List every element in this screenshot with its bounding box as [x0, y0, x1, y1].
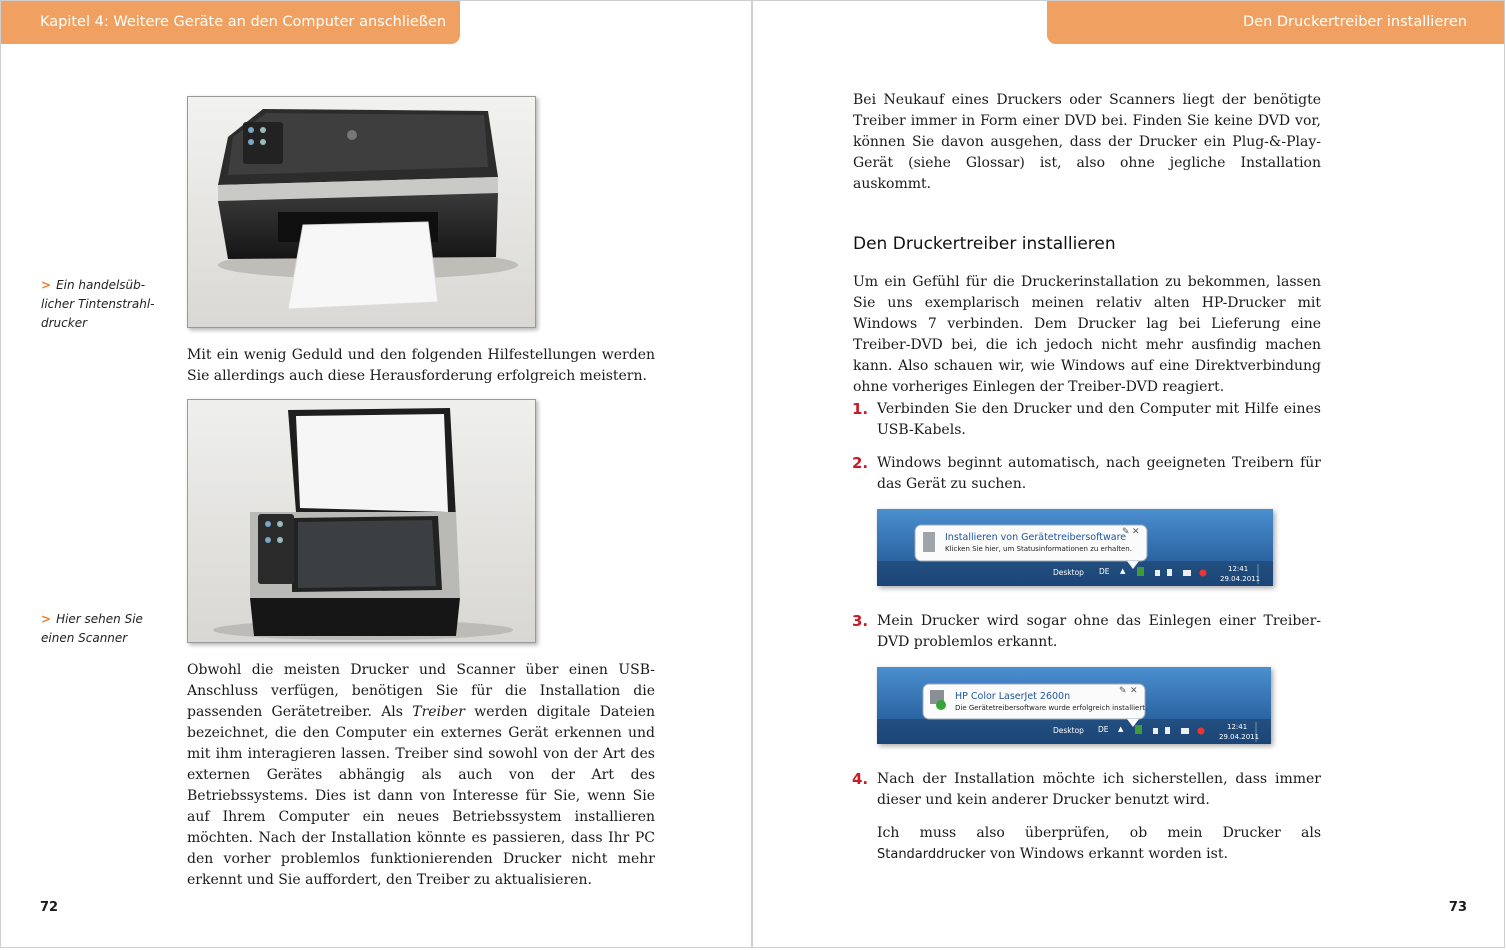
step-number: 3. [852, 612, 869, 630]
taskbar-clock-date[interactable]: 29.04.2011 [1219, 733, 1260, 741]
caption-inkjet-printer: > Ein handelsüb- licher Tintenstrahl- drucker [41, 278, 155, 330]
caption-arrow-icon: > [41, 612, 52, 626]
taskbar-clock-date[interactable]: 29.04.2011 [1220, 575, 1261, 583]
step-text: Windows beginnt automatisch, nach geeigneten Treibern für das Gerät zu suchen. [877, 455, 1321, 492]
caption-arrow-icon: > [41, 278, 52, 292]
left-page [0, 0, 752, 948]
caption-scanner: > Hier sehen Sie einen Scanner [41, 612, 143, 645]
section-header: Den Druckertreiber installieren [1047, 1, 1504, 44]
section-heading: Den Druckertreiber installieren [853, 234, 1116, 254]
page-number-right: 73 [1448, 900, 1467, 915]
step-number: 1. [852, 400, 869, 418]
taskbar-desktop[interactable]: Desktop [1053, 726, 1084, 735]
taskbar-desktop[interactable]: Desktop [1053, 568, 1084, 577]
standard-printer-term: Standarddrucker [877, 847, 986, 862]
step-text: Nach der Installation möchte ich sicherstellen, dass immer dieser und kein anderer Drucker benutzt wird. [877, 771, 1321, 808]
taskbar-clock-time[interactable]: 12:41 [1227, 723, 1248, 731]
paragraph-drivers: Obwohl die meisten Drucker und Scanner über einen USB-Anschluss verfügen, benötigen Sie für die Installation die passenden Gerätetreiber. Als Treiber werden digitale Dateien bezeichnet, die den Computer ein externes Gerät erkennen und mit ihm interagieren lassen. Treiber sind sowohl von der Art des externen Gerätes abhängig als auch von der Art des Betriebssystems. Dies ist dann von Interesse für Sie, wenn Sie auf Ihrem Computer ein neues Betriebssystem installieren möchten. Nach der Installation könnte es passieren, dass Ihr PC den vorher problemlos funktionierenden Drucker nicht mehr erkennt und Sie auffordert, den Treiber zu aktualisieren. [187, 662, 655, 888]
balloon-title: Installieren von Gerätetreibersoftware [945, 532, 1127, 543]
paragraph-patience: Mit ein wenig Geduld und den folgenden Hilfestellungen werden Sie allerdings auch diese Herausforderung erfolgreich meistern. [187, 347, 655, 384]
paragraph-install: Um ein Gefühl für die Druckerinstallation zu bekommen, lassen Sie uns exemplarisch meinen relativ alten HP-Drucker mit Windows 7 verbinden. Dem Drucker lag bei Lieferung eine Treiber-DVD bei, die ich jedoch nicht mehr ausfindig machen kann. Also schauen wir, wie Windows auf eine Direktverbindung ohne vorheriges Einlegen der Treiber-DVD reagiert. [853, 274, 1321, 395]
inkjet-printer-photo [187, 96, 536, 328]
scanner-photo [187, 399, 536, 643]
balloon-close-icon[interactable]: ✕ [1130, 686, 1138, 696]
step-number: 2. [852, 454, 869, 472]
taskbar-clock-time[interactable]: 12:41 [1228, 565, 1249, 573]
taskbar-language[interactable]: DE [1098, 725, 1109, 734]
step-followup: Ich muss also überprüfen, ob mein Drucker als Standarddrucker von Windows erkannt worden ist. [877, 825, 1321, 862]
step-text: Mein Drucker wird sogar ohne das Einlegen einer Treiber-DVD problemlos erkannt. [877, 613, 1321, 650]
balloon-title: HP Color LaserJet 2600n [955, 691, 1071, 702]
expand-tray-icon[interactable]: ▲ [1118, 725, 1124, 733]
taskbar-screenshot-installing [877, 509, 1273, 586]
taskbar-screenshot-installed [877, 667, 1271, 744]
balloon-text: Klicken Sie hier, um Statusinformationen zu erhalten. [945, 545, 1132, 553]
paragraph-intro: Bei Neukauf eines Druckers oder Scanners liegt der benötigte Treiber immer in Form einer DVD bei. Finden Sie keine DVD vor, können Sie davon ausgehen, dass der Drucker ein Plug-&-Play-Gerät (siehe Glossar) ist, also ohne jegliche Installation auskommt. [853, 92, 1321, 192]
step-text: Verbinden Sie den Drucker und den Computer mit Hilfe eines USB-Kabels. [877, 401, 1321, 438]
step-number: 4. [852, 770, 869, 788]
chapter-header: Kapitel 4: Weitere Geräte an den Computer anschließen [1, 1, 460, 44]
balloon-pin-icon[interactable]: ✎ [1122, 527, 1130, 537]
balloon-text: Die Gerätetreibersoftware wurde erfolgreich installiert. [955, 704, 1148, 712]
balloon-pin-icon[interactable]: ✎ [1119, 686, 1127, 696]
taskbar-language[interactable]: DE [1099, 567, 1110, 576]
page-number-left: 72 [40, 900, 59, 915]
balloon-close-icon[interactable]: ✕ [1132, 527, 1140, 537]
expand-tray-icon[interactable]: ▲ [1120, 567, 1126, 575]
